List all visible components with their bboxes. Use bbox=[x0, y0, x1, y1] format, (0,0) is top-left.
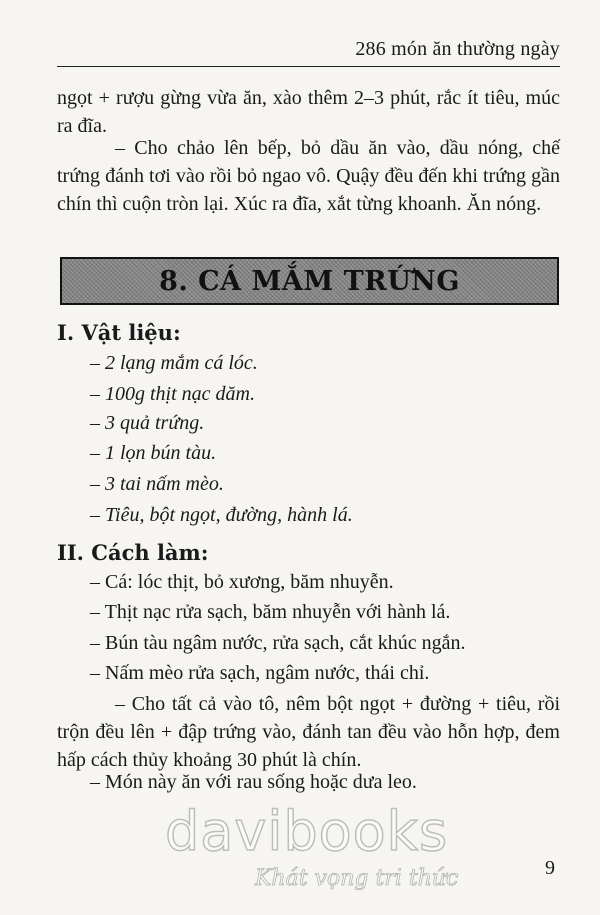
recipe-title-banner bbox=[60, 257, 559, 305]
watermark-slogan: Khát vọng tri thức bbox=[255, 866, 459, 891]
ingredient-item: – 2 lạng mắm cá lóc. bbox=[90, 352, 258, 374]
recipe-title: 8. CÁ MẮM TRỨNG bbox=[159, 265, 460, 297]
continuation-text: ngọt + rượu gừng vừa ăn, xào thêm 2–3 phút, rắc ít tiêu, múc ra đĩa. bbox=[57, 87, 560, 137]
method-heading: II. Cách làm: bbox=[57, 540, 209, 565]
method-step: – Thịt nạc rửa sạch, băm nhuyễn với hành lá. bbox=[90, 601, 451, 623]
method-step: – Cá: lóc thịt, bỏ xương, băm nhuyễn. bbox=[90, 571, 394, 593]
method-step-long: – Cho tất cả vào tô, nêm bột ngọt + đường + tiêu, rồi trộn đều lên + đập trứng vào, đánh tan đều vào hỗn hợp, đem hấp cách thủy khoảng 30 phút là chín. bbox=[57, 693, 560, 771]
continuation-paragraph: – Cho chảo lên bếp, bỏ dầu ăn vào, dầu nóng, chế trứng đánh tơi vào rồi bỏ ngao vô. Quậy đều đến khi trứng gần chín thì cuộn tròn lại. Xúc ra đĩa, xắt từng khoanh. Ăn nóng. bbox=[57, 137, 560, 215]
ingredient-item: – 1 lọn bún tàu. bbox=[90, 442, 217, 464]
ingredient-item: – 3 tai nấm mèo. bbox=[90, 473, 224, 495]
page-number: 9 bbox=[545, 857, 555, 879]
running-header: 286 món ăn thường ngày bbox=[355, 38, 560, 60]
method-step: – Bún tàu ngâm nước, rửa sạch, cắt khúc ngắn. bbox=[90, 632, 466, 654]
ingredient-item: – 100g thịt nạc dăm. bbox=[90, 383, 255, 405]
ingredients-heading: I. Vật liệu: bbox=[57, 320, 181, 345]
ingredient-item: – 3 quả trứng. bbox=[90, 412, 205, 434]
method-step: – Món này ăn với rau sống hoặc dưa leo. bbox=[90, 771, 417, 793]
header-rule bbox=[57, 66, 560, 67]
method-step: – Nấm mèo rửa sạch, ngâm nước, thái chỉ. bbox=[90, 662, 430, 684]
watermark-brand: davibooks bbox=[165, 800, 449, 863]
ingredient-item: – Tiêu, bột ngọt, đường, hành lá. bbox=[90, 504, 353, 526]
